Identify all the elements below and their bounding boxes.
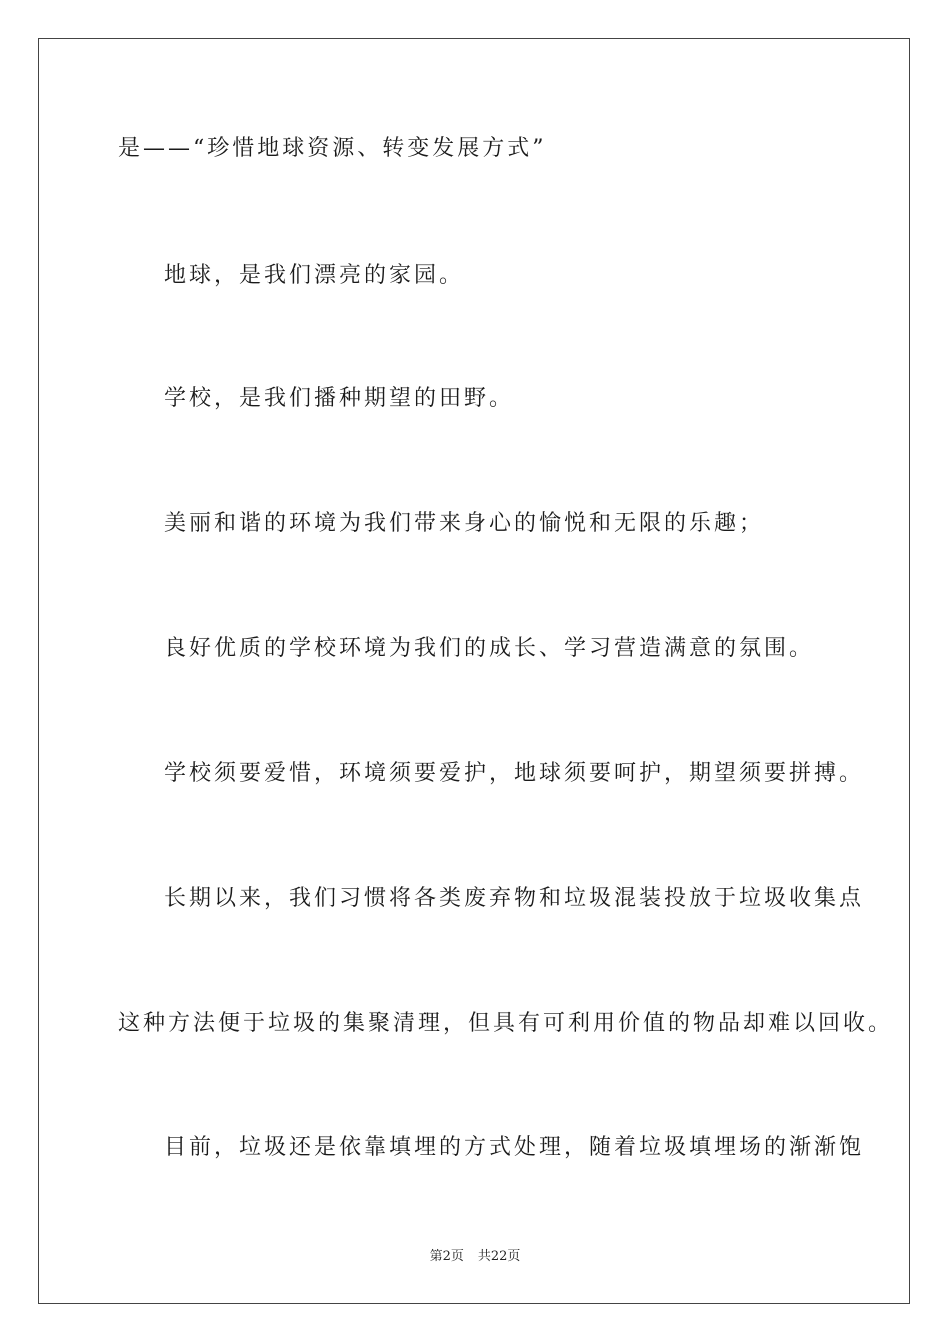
page-total: 共22页 [477,1249,521,1264]
text-line-6: 学校须要爱惜，环境须要爱护，地球须要呵护，期望须要拼搏。 [164,761,865,786]
text-line-4: 美丽和谐的环境为我们带来身心的愉悦和无限的乐趣； [164,511,765,536]
page-border [38,38,910,1304]
text-line-7: 长期以来，我们习惯将各类废弃物和垃圾混装投放于垃圾收集点 [164,886,865,911]
text-line-5: 良好优质的学校环境为我们的成长、学习营造满意的氛围。 [164,636,815,661]
text-line-1: 是——“珍惜地球资源、转变发展方式” [118,136,547,161]
page-footer [0,1248,950,1266]
page-number: 第2页 [429,1249,464,1264]
text-line-8: 这种方法便于垃圾的集聚清理，但具有可利用价值的物品却难以回收。 [118,1011,894,1036]
text-line-9: 目前，垃圾还是依靠填埋的方式处理，随着垃圾填埋场的渐渐饱 [164,1135,865,1160]
text-line-2: 地球，是我们漂亮的家园。 [164,263,465,288]
text-line-3: 学校，是我们播种期望的田野。 [164,386,515,411]
